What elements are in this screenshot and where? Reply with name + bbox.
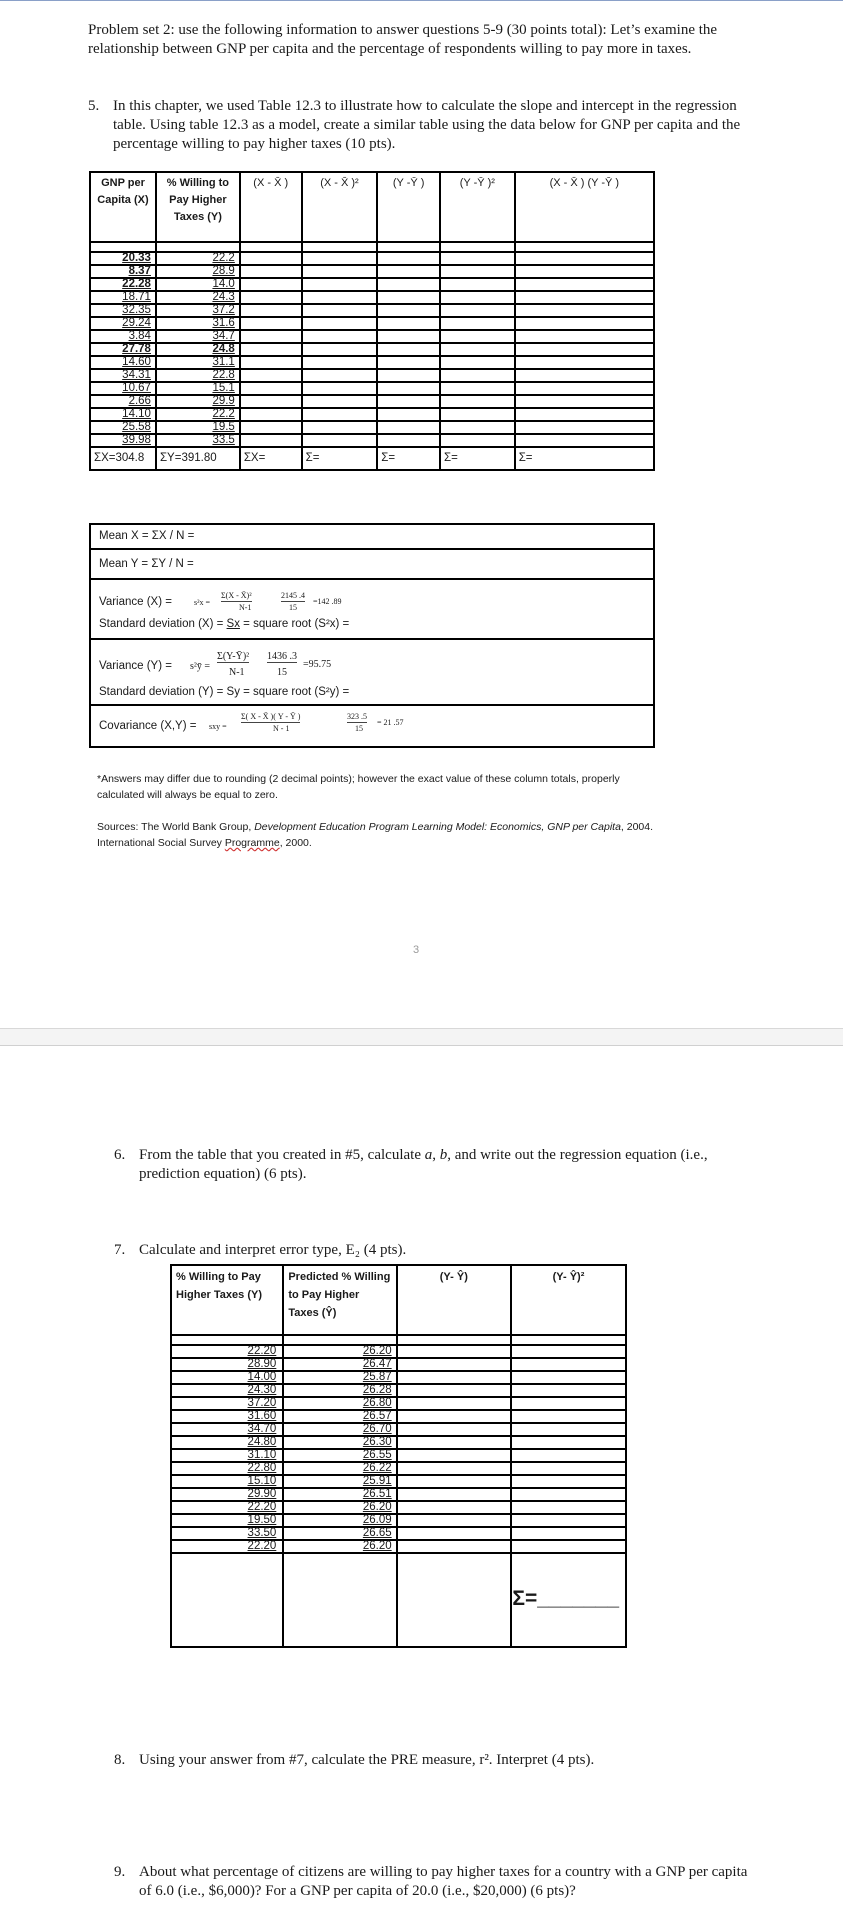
header-y-dev: (Y -Ȳ ) <box>377 172 440 242</box>
actual-y-cell: 24.30 <box>171 1384 283 1397</box>
blank-cell[interactable] <box>377 434 440 447</box>
question-6-text-a: From the table that you created in #5, calculate <box>139 1147 421 1163</box>
blank-cell[interactable] <box>511 1462 626 1475</box>
willing-cell: 37.2 <box>156 304 240 317</box>
blank-cell[interactable] <box>302 369 378 382</box>
blank-cell[interactable] <box>515 382 654 395</box>
gnp-cell: 10.67 <box>90 382 156 395</box>
blank-cell[interactable] <box>240 369 302 382</box>
predicted-y-cell: 26.57 <box>283 1410 396 1423</box>
gnp-cell: 39.98 <box>90 434 156 447</box>
table-row <box>171 1501 626 1514</box>
actual-y-cell: 24.80 <box>171 1436 283 1449</box>
question-7-text: Calculate and interpret error type, E₂ (4 pts). <box>139 1242 407 1258</box>
predicted-y-cell: 26.80 <box>283 1397 396 1410</box>
actual-y-cell: 22.20 <box>171 1345 283 1358</box>
willing-cell: 15.1 <box>156 382 240 395</box>
actual-y-cell: 31.10 <box>171 1449 283 1462</box>
blank-cell[interactable] <box>515 252 654 265</box>
gnp-cell: 14.60 <box>90 356 156 369</box>
sum-cell: Σ= <box>377 447 440 470</box>
blank-cell[interactable] <box>302 356 378 369</box>
gnp-cell: 20.33 <box>90 252 156 265</box>
table-row <box>90 317 654 330</box>
blank-cell[interactable] <box>302 382 378 395</box>
blank-cell[interactable] <box>397 1475 511 1488</box>
blank-cell[interactable] <box>302 304 378 317</box>
blank-cell[interactable] <box>511 1488 626 1501</box>
question-6-text: From the table that you created in #5, calculate a, b, and write out the regression equation (i.e., prediction equation) (6 pts). <box>139 1147 708 1182</box>
table-row <box>90 382 654 395</box>
gnp-cell: 8.37 <box>90 265 156 278</box>
gnp-cell: 3.84 <box>90 330 156 343</box>
blank-cell[interactable] <box>377 356 440 369</box>
table-row <box>90 343 654 356</box>
actual-y-cell: 15.10 <box>171 1475 283 1488</box>
blank-cell[interactable] <box>515 408 654 421</box>
blank-cell[interactable] <box>240 304 302 317</box>
variance-y-value-num: 1436 .3 <box>267 651 297 662</box>
predicted-y-cell: 26.70 <box>283 1423 396 1436</box>
variance-y-result: =95.75 <box>303 659 332 670</box>
blank-cell[interactable] <box>440 291 515 304</box>
blank-cell[interactable] <box>515 356 654 369</box>
mean-y-label: Mean Y = ΣY / N = <box>99 558 194 570</box>
table-row <box>171 1488 626 1501</box>
blank-cell[interactable] <box>240 421 302 434</box>
page-number: 3 <box>413 944 420 956</box>
blank-cell[interactable] <box>171 1553 283 1647</box>
willing-cell: 22.8 <box>156 369 240 382</box>
blank-cell[interactable] <box>377 395 440 408</box>
mean-y-row <box>91 548 653 578</box>
page-gap <box>0 1028 843 1045</box>
sum-cell: ΣX= <box>240 447 302 470</box>
blank-cell[interactable] <box>240 434 302 447</box>
sources-year: , 2000. <box>279 837 312 849</box>
table-row <box>171 1384 626 1397</box>
sd-y-label: Standard deviation (Y) = Sy = square root (S²y) = <box>99 686 350 698</box>
variance-x-label: Variance (X) = <box>99 596 172 608</box>
blank-cell[interactable] <box>440 434 515 447</box>
blank-cell[interactable] <box>440 369 515 382</box>
blank-cell[interactable] <box>397 1397 511 1410</box>
blank-cell[interactable] <box>440 356 515 369</box>
blank-cell[interactable] <box>397 1514 511 1527</box>
covariance-row <box>91 704 653 746</box>
question-9-text: About what percentage of citizens are willing to pay higher taxes for a country with a GNP per capita of 6.0 (i.e., $6,000)? For a GNP per capita of 20.0 (i.e., $20,000) (6 pts)? <box>139 1864 748 1899</box>
header-xy-product: (X - X̄ ) (Y -Ȳ ) <box>515 172 654 242</box>
covariance-result: = 21 .57 <box>377 718 404 727</box>
question-7-number: 7. <box>114 1242 126 1258</box>
blank-cell[interactable] <box>515 265 654 278</box>
blank-cell[interactable] <box>511 1410 626 1423</box>
question-6-number: 6. <box>114 1147 126 1163</box>
predicted-y-cell: 26.51 <box>283 1488 396 1501</box>
error-table-body <box>171 1335 626 1647</box>
blank-cell[interactable] <box>511 1514 626 1527</box>
willing-cell: 24.8 <box>156 343 240 356</box>
variance-y-label: Variance (Y) = <box>99 660 172 672</box>
blank-cell[interactable] <box>515 434 654 447</box>
blank-cell[interactable] <box>397 1371 511 1384</box>
sources-suffix: , 2004. International Social Survey <box>97 821 654 849</box>
blank-cell[interactable] <box>377 330 440 343</box>
blank-cell[interactable] <box>302 395 378 408</box>
residual-sum-cell[interactable] <box>511 1553 626 1647</box>
table-spacer-row <box>171 1335 626 1345</box>
blank-cell[interactable] <box>440 278 515 291</box>
blank-cell[interactable] <box>440 343 515 356</box>
blank-cell[interactable] <box>377 291 440 304</box>
variance-x-value-den: 15 <box>289 603 297 612</box>
question-8-number: 8. <box>114 1752 126 1768</box>
blank-cell[interactable] <box>511 1345 626 1358</box>
header-x-dev-sq: (X - X̄ )² <box>302 172 378 242</box>
variance-y-denominator: N-1 <box>229 667 245 678</box>
blank-cell[interactable] <box>397 1423 511 1436</box>
blank-cell[interactable] <box>240 356 302 369</box>
blank-cell[interactable] <box>377 252 440 265</box>
covariance-value-num: 323 .5 <box>347 712 367 721</box>
actual-y-cell: 37.20 <box>171 1397 283 1410</box>
table-row <box>90 356 654 369</box>
blank-cell[interactable] <box>302 421 378 434</box>
blank-cell[interactable] <box>377 278 440 291</box>
blank-cell[interactable] <box>515 343 654 356</box>
table-row <box>90 369 654 382</box>
gnp-cell: 14.10 <box>90 408 156 421</box>
table-spacer-row <box>90 242 654 252</box>
blank-cell[interactable] <box>511 1358 626 1371</box>
predicted-y-cell: 25.87 <box>283 1371 396 1384</box>
blank-cell[interactable] <box>240 330 302 343</box>
sources-title: Development Education Program Learning Model: Economics, GNP per Capita <box>254 821 621 833</box>
table-row <box>90 278 654 291</box>
sources-programme: Programme <box>224 837 280 849</box>
gnp-cell: 18.71 <box>90 291 156 304</box>
blank-cell[interactable] <box>302 278 378 291</box>
blank-cell[interactable] <box>397 1501 511 1514</box>
willing-cell: 14.0 <box>156 278 240 291</box>
blank-cell[interactable] <box>240 317 302 330</box>
blank-cell[interactable] <box>302 343 378 356</box>
table-row <box>171 1527 626 1540</box>
blank-cell[interactable] <box>377 408 440 421</box>
sources-note <box>97 819 657 851</box>
blank-cell[interactable] <box>511 1501 626 1514</box>
table-row <box>171 1449 626 1462</box>
blank-cell[interactable] <box>511 1423 626 1436</box>
blank-cell[interactable] <box>240 395 302 408</box>
willing-cell: 28.9 <box>156 265 240 278</box>
covariance-symbol: sxy = <box>209 722 227 731</box>
variance-y-value-den: 15 <box>277 667 287 678</box>
actual-y-cell: 29.90 <box>171 1488 283 1501</box>
covariance-denominator: N - 1 <box>273 724 290 733</box>
blank-cell[interactable] <box>397 1527 511 1540</box>
blank-cell[interactable] <box>515 304 654 317</box>
blank-cell[interactable] <box>511 1436 626 1449</box>
regression-table-header <box>90 172 654 242</box>
gnp-cell: 27.78 <box>90 343 156 356</box>
sum-row <box>171 1553 626 1647</box>
blank-cell[interactable] <box>515 369 654 382</box>
sum-cell: Σ= <box>515 447 654 470</box>
blank-cell[interactable] <box>302 317 378 330</box>
blank-cell[interactable] <box>302 252 378 265</box>
table-row <box>90 434 654 447</box>
predicted-y-cell: 26.47 <box>283 1358 396 1371</box>
blank-cell[interactable] <box>240 408 302 421</box>
question-9-number: 9. <box>114 1864 126 1880</box>
predicted-y-cell: 26.20 <box>283 1345 396 1358</box>
blank-cell[interactable] <box>377 421 440 434</box>
predicted-y-cell: 26.28 <box>283 1384 396 1397</box>
rounding-note: *Answers may differ due to rounding (2 decimal points); however the exact value of these column totals, properly calculated will always be equal to zero. <box>97 773 620 801</box>
variance-x-row <box>91 578 653 638</box>
blank-cell[interactable] <box>440 408 515 421</box>
gnp-cell: 34.31 <box>90 369 156 382</box>
question-6-var-b: b <box>439 1147 448 1163</box>
blank-cell[interactable] <box>511 1384 626 1397</box>
predicted-y-cell: 26.20 <box>283 1540 396 1553</box>
mean-x-label: Mean X = ΣX / N = <box>99 530 195 542</box>
blank-cell[interactable] <box>440 421 515 434</box>
actual-y-cell: 22.20 <box>171 1540 283 1553</box>
table-row <box>171 1475 626 1488</box>
regression-table <box>89 171 655 471</box>
blank-cell[interactable] <box>240 382 302 395</box>
blank-cell[interactable] <box>440 252 515 265</box>
blank-cell[interactable] <box>302 408 378 421</box>
table-row <box>171 1345 626 1358</box>
blank-cell[interactable] <box>397 1410 511 1423</box>
actual-y-cell: 33.50 <box>171 1527 283 1540</box>
header-y-dev-sq: (Y -Ȳ )² <box>440 172 515 242</box>
question-6-var-a: a <box>424 1147 433 1163</box>
table-row <box>171 1410 626 1423</box>
blank-cell[interactable] <box>302 330 378 343</box>
blank-cell[interactable] <box>515 278 654 291</box>
blank-cell[interactable] <box>397 1436 511 1449</box>
predicted-y-cell: 26.65 <box>283 1527 396 1540</box>
blank-cell[interactable] <box>377 382 440 395</box>
blank-cell[interactable] <box>511 1371 626 1384</box>
blank-cell[interactable] <box>440 304 515 317</box>
blank-cell[interactable] <box>511 1449 626 1462</box>
table-row <box>90 395 654 408</box>
blank-cell[interactable] <box>397 1345 511 1358</box>
header-x-dev: (X - X̄ ) <box>240 172 302 242</box>
blank-cell[interactable] <box>397 1358 511 1371</box>
header-actual-y: % Willing to Pay Higher Taxes (Y) <box>171 1265 283 1335</box>
blank-cell[interactable] <box>511 1527 626 1540</box>
sd-x-prefix: Standard deviation (X) = <box>99 618 224 630</box>
covariance-label: Covariance (X,Y) = <box>99 720 197 732</box>
predicted-y-cell: 26.09 <box>283 1514 396 1527</box>
blank-cell[interactable] <box>377 265 440 278</box>
table-row <box>90 252 654 265</box>
table-row <box>171 1358 626 1371</box>
predicted-y-cell: 26.55 <box>283 1449 396 1462</box>
willing-cell: 29.9 <box>156 395 240 408</box>
question-5-text: In this chapter, we used Table 12.3 to illustrate how to calculate the slope and intercept in the regression table. Using table 12.3 as a model, create a similar table using the data below for GNP per capita and the percentage willing to pay higher taxes (10 pts). <box>113 98 741 152</box>
blank-cell[interactable] <box>240 252 302 265</box>
willing-cell: 19.5 <box>156 421 240 434</box>
gnp-cell: 22.28 <box>90 278 156 291</box>
header-predicted-y: Predicted % Willing to Pay Higher Taxes (Ŷ) <box>283 1265 396 1335</box>
actual-y-cell: 34.70 <box>171 1423 283 1436</box>
blank-cell[interactable] <box>397 1553 511 1647</box>
table-row <box>90 291 654 304</box>
variance-y-row <box>91 638 653 704</box>
header-willing: % Willing to Pay Higher Taxes (Y) <box>156 172 240 242</box>
header-gnp: GNP per Capita (X) <box>90 172 156 242</box>
blank-cell[interactable] <box>511 1540 626 1553</box>
sum-cell: Σ= <box>302 447 378 470</box>
table-row <box>171 1436 626 1449</box>
gnp-cell: 29.24 <box>90 317 156 330</box>
variance-x-numerator: Σ(X - X̄)² <box>221 591 252 600</box>
predicted-y-cell: 26.20 <box>283 1501 396 1514</box>
actual-y-cell: 19.50 <box>171 1514 283 1527</box>
blank-cell[interactable] <box>240 291 302 304</box>
table-row <box>90 421 654 434</box>
covariance-numerator: Σ( X - X̄ )( Y - Ȳ ) <box>241 712 301 721</box>
sum-cell: ΣX=304.8 <box>90 447 156 470</box>
blank-cell[interactable] <box>302 265 378 278</box>
variance-x-denominator: N-1 <box>239 603 252 612</box>
actual-y-cell: 14.00 <box>171 1371 283 1384</box>
table-row <box>90 304 654 317</box>
blank-cell[interactable] <box>511 1475 626 1488</box>
table-row <box>171 1397 626 1410</box>
table-row <box>171 1540 626 1553</box>
question-6-text-b: , and write out the regression equation (i.e., prediction equation) (6 pts). <box>139 1147 708 1182</box>
willing-cell: 34.7 <box>156 330 240 343</box>
blank-cell[interactable] <box>302 434 378 447</box>
table-row <box>171 1371 626 1384</box>
blank-cell[interactable] <box>515 395 654 408</box>
statistics-box <box>89 523 655 748</box>
table-row <box>90 408 654 421</box>
willing-cell: 22.2 <box>156 252 240 265</box>
sources-prefix: Sources: The World Bank Group, <box>97 821 252 833</box>
variance-x-result: =142 .89 <box>313 597 342 606</box>
blank-cell[interactable] <box>377 304 440 317</box>
willing-cell: 33.5 <box>156 434 240 447</box>
actual-y-cell: 22.20 <box>171 1501 283 1514</box>
willing-cell: 31.1 <box>156 356 240 369</box>
sd-x-symbol: Sx <box>226 618 240 630</box>
error-table-header <box>171 1265 626 1335</box>
blank-cell[interactable] <box>397 1462 511 1475</box>
table-row <box>171 1514 626 1527</box>
blank-cell[interactable] <box>377 343 440 356</box>
header-residual-sq: (Y- Ŷ)² <box>511 1265 626 1335</box>
blank-cell[interactable] <box>283 1553 396 1647</box>
gnp-cell: 25.58 <box>90 421 156 434</box>
variance-x-value-num: 2145 .4 <box>281 591 305 600</box>
residual-sum-label: Σ=_______ <box>512 1586 619 1610</box>
blank-cell[interactable] <box>397 1384 511 1397</box>
blank-cell[interactable] <box>240 265 302 278</box>
header-residual: (Y- Ŷ) <box>397 1265 511 1335</box>
sd-x-suffix: = square root (S²x) = <box>243 618 350 630</box>
blank-cell[interactable] <box>397 1449 511 1462</box>
variance-y-numerator: Σ(Y-Ȳ)² <box>217 651 250 662</box>
blank-cell[interactable] <box>440 395 515 408</box>
regression-table-body <box>90 242 654 470</box>
blank-cell[interactable] <box>440 330 515 343</box>
blank-cell[interactable] <box>515 291 654 304</box>
blank-cell[interactable] <box>440 382 515 395</box>
sum-row <box>90 447 654 470</box>
sum-cell: ΣY=391.80 <box>156 447 240 470</box>
mean-x-row <box>91 523 653 548</box>
table-row <box>90 265 654 278</box>
blank-cell[interactable] <box>397 1488 511 1501</box>
actual-y-cell: 28.90 <box>171 1358 283 1371</box>
variance-y-symbol: s²ȳ = <box>190 661 211 672</box>
blank-cell[interactable] <box>440 317 515 330</box>
predicted-y-cell: 26.22 <box>283 1462 396 1475</box>
blank-cell[interactable] <box>440 265 515 278</box>
question-5-number: 5. <box>88 98 100 114</box>
table-row <box>90 330 654 343</box>
problem-intro: Problem set 2: use the following information to answer questions 5-9 (30 points total): Let’s examine the relationship between GNP per capita and the percentage of respondents willing to pay more in taxes. <box>88 22 718 57</box>
blank-cell[interactable] <box>302 291 378 304</box>
actual-y-cell: 22.80 <box>171 1462 283 1475</box>
variance-x-symbol: s²x = <box>194 598 211 607</box>
blank-cell[interactable] <box>377 369 440 382</box>
blank-cell[interactable] <box>515 421 654 434</box>
gnp-cell: 32.35 <box>90 304 156 317</box>
willing-cell: 31.6 <box>156 317 240 330</box>
predicted-y-cell: 26.30 <box>283 1436 396 1449</box>
blank-cell[interactable] <box>515 317 654 330</box>
sum-cell: Σ= <box>440 447 515 470</box>
gnp-cell: 2.66 <box>90 395 156 408</box>
blank-cell[interactable] <box>511 1397 626 1410</box>
question-8-text: Using your answer from #7, calculate the PRE measure, r². Interpret (4 pts). <box>139 1752 595 1768</box>
actual-y-cell: 31.60 <box>171 1410 283 1423</box>
predicted-y-cell: 25.91 <box>283 1475 396 1488</box>
blank-cell[interactable] <box>397 1540 511 1553</box>
blank-cell[interactable] <box>240 343 302 356</box>
table-row <box>171 1462 626 1475</box>
table-row <box>171 1423 626 1436</box>
error-table <box>170 1264 627 1648</box>
sd-x-row-text <box>99 618 349 630</box>
willing-cell: 22.2 <box>156 408 240 421</box>
covariance-value-den: 15 <box>355 724 363 733</box>
blank-cell[interactable] <box>515 330 654 343</box>
blank-cell[interactable] <box>377 317 440 330</box>
willing-cell: 24.3 <box>156 291 240 304</box>
blank-cell[interactable] <box>240 278 302 291</box>
